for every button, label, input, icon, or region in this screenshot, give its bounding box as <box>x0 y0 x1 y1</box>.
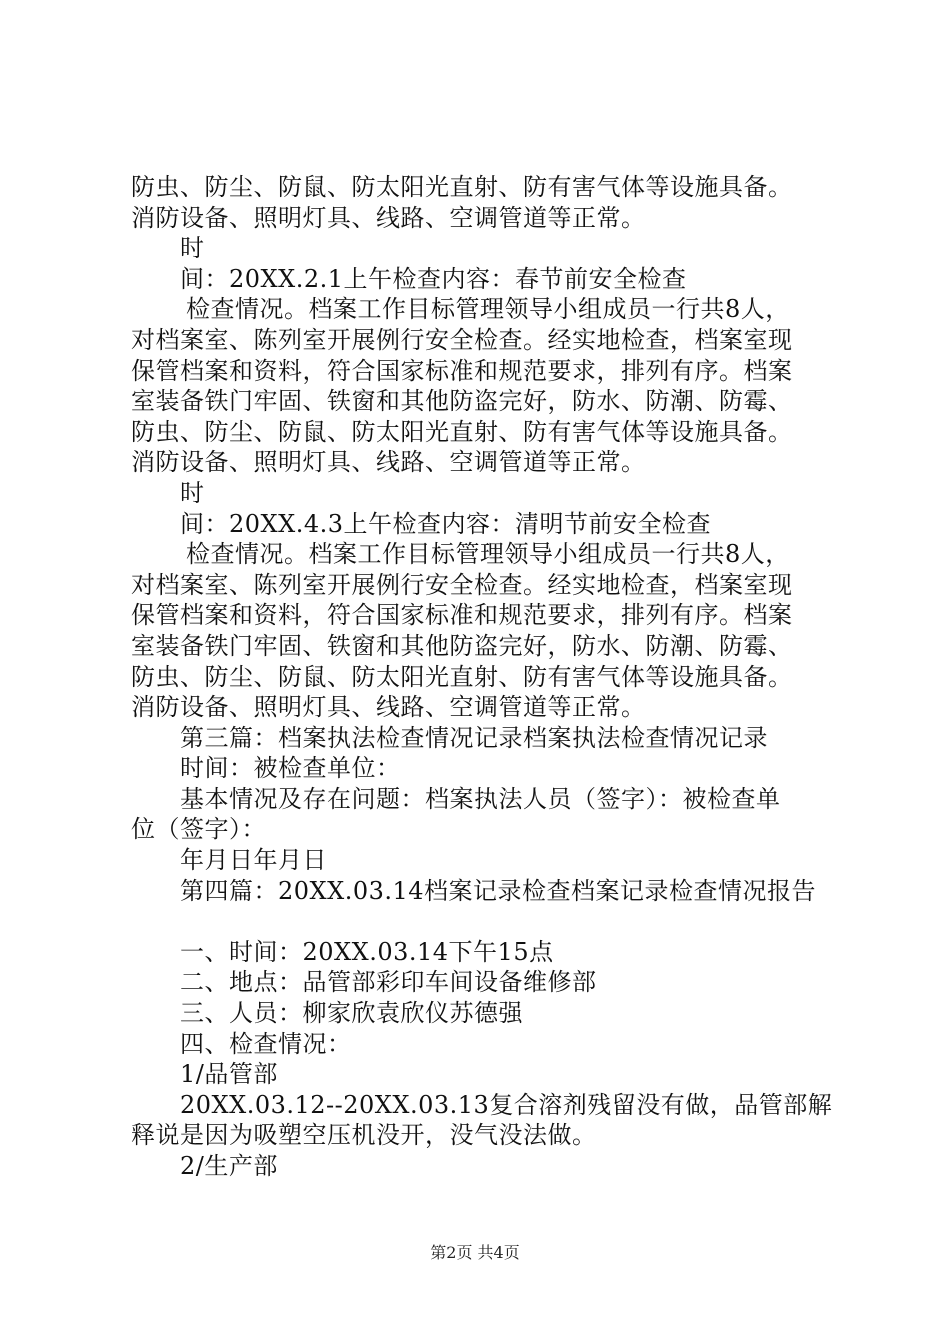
text-line: 消防设备、照明灯具、线路、空调管道等正常。 <box>131 693 646 722</box>
text-line: 消防设备、照明灯具、线路、空调管道等正常。 <box>131 203 646 232</box>
text-line: 一、时间：20XX.03.14下午15点 <box>180 937 554 966</box>
blank-line <box>131 906 831 937</box>
text-line: 检查情况。档案工作目标管理领导小组成员一行共8人， <box>186 295 790 324</box>
text-line: 20XX.03.12--20XX.03.13复合溶剂残留没有做，品管部解 <box>180 1090 833 1119</box>
page-number-footer: 第2页 共4页 <box>430 1243 520 1262</box>
text-line: 防虫、防尘、防鼠、防太阳光直射、防有害气体等设施具备。 <box>131 662 793 691</box>
text-line: 二、地点：品管部彩印车间设备维修部 <box>180 968 597 997</box>
text-line: 检查情况。档案工作目标管理领导小组成员一行共8人， <box>186 540 790 569</box>
section-heading: 第三篇：档案执法检查情况记录档案执法检查情况记录 <box>180 723 768 752</box>
text-line: 消防设备、照明灯具、线路、空调管道等正常。 <box>131 448 646 477</box>
text-line: 防虫、防尘、防鼠、防太阳光直射、防有害气体等设施具备。 <box>131 417 793 446</box>
text-line: 对档案室、陈列室开展例行安全检查。经实地检查，档案室现 <box>131 570 793 599</box>
text-line: 时 <box>180 234 205 263</box>
text-line: 四、检查情况： <box>180 1029 352 1058</box>
text-line: 间：20XX.2.1上午检查内容：春节前安全检查 <box>180 264 687 293</box>
text-line: 对档案室、陈列室开展例行安全检查。经实地检查，档案室现 <box>131 325 793 354</box>
text-line: 1/品管部 <box>180 1060 278 1089</box>
text-line: 基本情况及存在问题：档案执法人员（签字）：被检查单 <box>180 784 781 813</box>
text-line: 释说是因为吸塑空压机没开，没气没法做。 <box>131 1121 597 1150</box>
text-line: 保管档案和资料，符合国家标准和规范要求，排列有序。档案 <box>131 356 793 385</box>
text-line: 保管档案和资料，符合国家标准和规范要求，排列有序。档案 <box>131 601 793 630</box>
text-line: 时间：被检查单位： <box>180 754 401 783</box>
text-line: 时 <box>180 478 205 507</box>
text-line: 室装备铁门牢固、铁窗和其他防盗完好，防水、防潮、防霉、 <box>131 631 793 660</box>
text-line: 位（签字）： <box>131 815 266 844</box>
text-line: 间：20XX.4.3上午检查内容：清明节前安全检查 <box>180 509 712 538</box>
text-line: 2/生产部 <box>180 1152 278 1180</box>
document-body <box>131 172 831 1182</box>
text-line: 室装备铁门牢固、铁窗和其他防盗完好，防水、防潮、防霉、 <box>131 387 793 416</box>
section-heading: 第四篇：20XX.03.14档案记录检查档案记录检查情况报告 <box>180 876 817 905</box>
text-line: 防虫、防尘、防鼠、防太阳光直射、防有害气体等设施具备。 <box>131 173 793 201</box>
text-line: 年月日年月日 <box>180 846 327 875</box>
text-line: 三、人员：柳家欣袁欣仪苏德强 <box>180 999 523 1028</box>
